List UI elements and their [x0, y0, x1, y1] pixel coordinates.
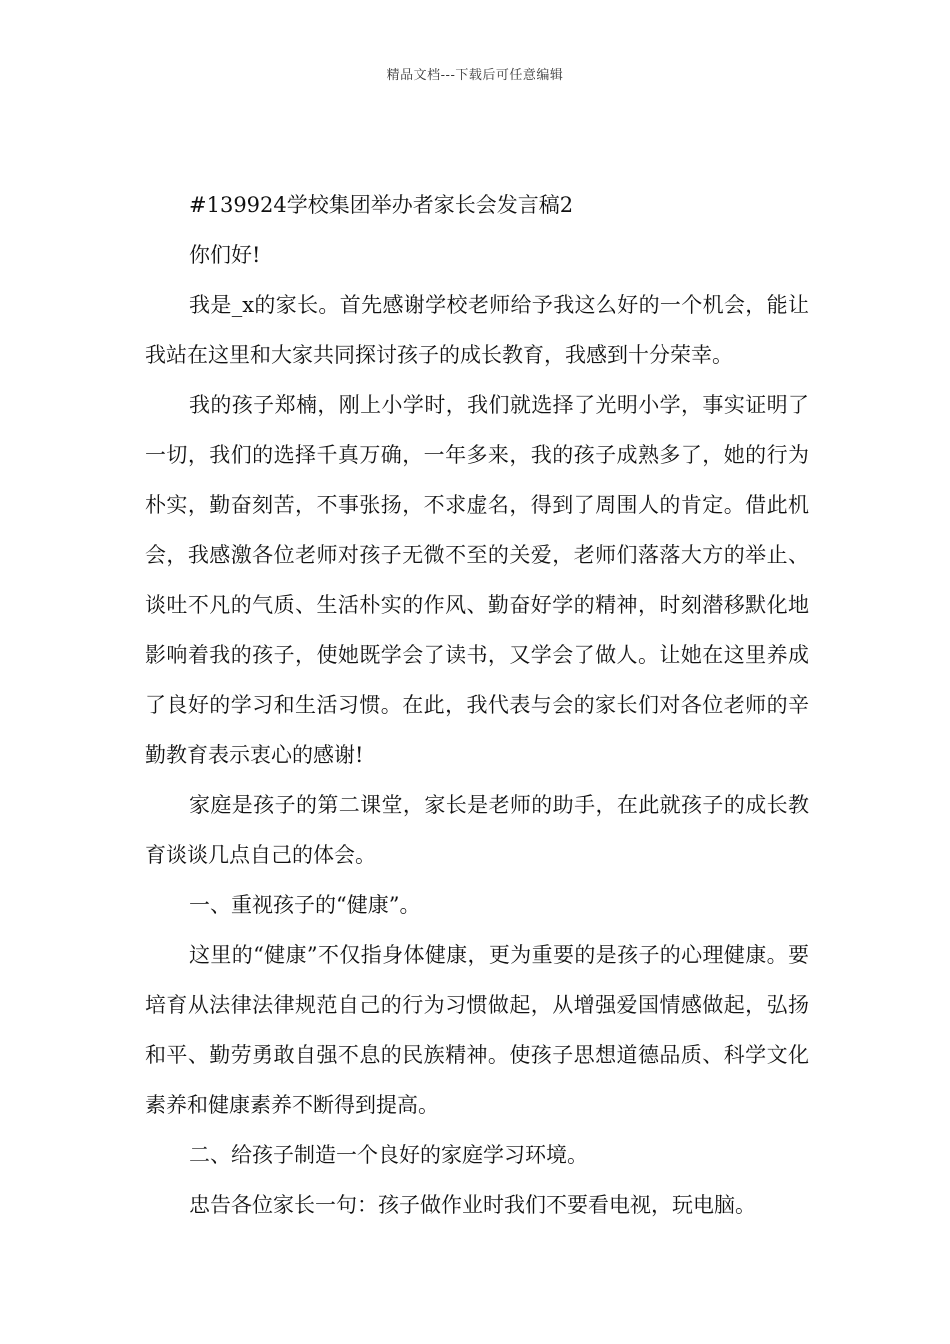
paragraph-health: 这里的“健康”不仅指身体健康，更为重要的是孩子的心理健康。要培育从法律法律规范自己的行为习惯做起，从增强爱国情感做起，弘扬和平、勤劳勇敢自强不息的民族精神。使孩子思想道德品质、科学文化素养和健康素养不断得到提高。 — [145, 943, 809, 1117]
document-title: #139924学校集团举办者家长会发言稿2 — [189, 193, 574, 217]
paragraph-advice: 忠告各位家长一句：孩子做作业时我们不要看电视，玩电脑。 — [189, 1193, 756, 1217]
paragraph-family-classroom: 家庭是孩子的第二课堂，家长是老师的助手，在此就孩子的成长教育谈谈几点自己的体会。 — [145, 793, 809, 867]
paragraph-child-story: 我的孩子郑楠，刚上小学时，我们就选择了光明小学，事实证明了一切，我们的选择千真万确，一年多来，我的孩子成熟多了，她的行为朴实，勤奋刻苦，不事张扬，不求虚名，得到了周围人的肯定。借此机会，我感激各位老师对孩子无微不至的关爱，老师们落落大方的举止、谈吐不凡的气质、生活朴实的作风、勤奋好学的精神，时刻潜移默化地影响着我的孩子，使她既学会了读书，又学会了做人。让她在这里养成了良好的学习和生活习惯。在此，我代表与会的家长们对各位老师的辛勤教育表示衷心的感谢! — [145, 393, 809, 767]
section-heading-health: 一、重视孩子的“健康”。 — [189, 893, 421, 917]
document-body — [145, 180, 809, 1230]
paragraph-greeting: 你们好! — [189, 243, 261, 267]
paragraph-introduction: 我是_x的家长。首先感谢学校老师给予我这么好的一个机会，能让我站在这里和大家共同探讨孩子的成长教育，我感到十分荣幸。 — [145, 293, 809, 367]
page-header: 精品文档---下载后可任意编辑 — [386, 68, 564, 83]
section-heading-environment: 二、给孩子制造一个良好的家庭学习环境。 — [189, 1143, 588, 1167]
